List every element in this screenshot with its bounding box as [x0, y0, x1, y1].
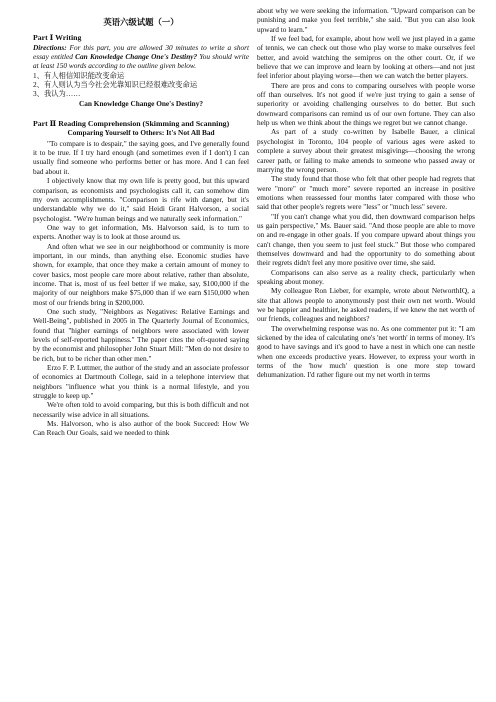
body-paragraph: We're often told to avoid comparing, but this is both difficult and not necessarily wise advice in all situations.	[33, 400, 249, 419]
body-paragraph: One such study, "Neighbors as Negatives: Relative Earnings and Well-Being", published in 2005 in The Quarterly Journal of Economics, found that "higher earnings of neighbors were associated with lower levels of self-reported happiness." The paper cites the oft-quoted saying by the economist and philosopher John Stuart Mill: "Men do not desire to be rich, but to be richer than other men."	[33, 306, 249, 363]
body-paragraph: The study found that those who felt that other people had regrets that were "more" or "much more" severe reported an increase in positive emotions when reassessed four months later compared with those who said that other people's regrets were "less" or "much less" severe.	[257, 174, 475, 212]
body-paragraph: "To compare is to despair," the saying goes, and I've generally found it to be true. If I try hard enough (and sometimes even if I don't) I can usually find someone who performs better or has more. And I can feel bad about it.	[33, 138, 249, 176]
part1-heading: Part Ⅰ Writing	[33, 33, 82, 43]
body-paragraph: If we feel bad, for example, about how well we just played in a game of tennis, we can check out those who play worse to make ourselves feel better, and avoid watching the semipros on the other court. Or, if we believe that we can improve and learn by looking at others—and not just feel inferior about playing worse—then we can watch the better players.	[257, 34, 475, 81]
body-paragraph: Erzo F. P. Luttmer, the author of the study and an associate professor of economics at Dartmouth College, said in a telephone interview that neighbors "influence what you think is a normal lifestyle, and you struggle to keep up."	[33, 363, 249, 401]
essay-title: Can Knowledge Change One's Destiny?	[78, 98, 204, 108]
outline-item: 1、有人相信知识能改变命运	[33, 70, 125, 80]
directions-essay-title: Can Knowledge Change One's Destiny?	[75, 52, 198, 62]
body-paragraph: One way to get information, Ms. Halvorson said, is to turn to experts. Another way is to look at those around us.	[33, 222, 249, 242]
body-paragraph: Comparisons can also serve as a reality check, particularly when speaking about money.	[257, 267, 475, 286]
essay-outline	[33, 71, 249, 99]
directions-text-a: For this part, you are allowed 30 minutes to write a short essay entitled	[33, 42, 249, 62]
body-paragraph: There are pros and cons to comparing ourselves with people worse off than ourselves. It's not good if we're just trying to gain a sense of superiority or avoiding challenging ourselves to do better. But such downward comparisons can remind us of our own fortune. They can also help us when we think about the things we regret but we cannot change.	[257, 80, 475, 128]
outline-item: 2、有人则认为当今社会光靠知识已经很难改变命运	[33, 80, 198, 90]
body-paragraph: about why we were seeking the information. "Upward comparison can be punishing and make you feel terrible," she said. "But you can also look upward to learn."	[257, 6, 475, 34]
left-column	[33, 18, 249, 438]
body-paragraph: My colleague Ron Lieber, for example, wrote about NetworthIQ, a site that allows people to anonymously post their own net worth. Would we be happier and healthier, he asked readers, if we knew the net worth of our friends, colleagues and neighbors?	[257, 286, 475, 324]
part2-heading: Part Ⅱ Reading Comprehension (Skimming and Scanning)	[33, 119, 230, 129]
body-paragraph: Ms. Halvorson, who is also author of the book Succeed: How We Can Reach Our Goals, said we needed to think	[33, 419, 249, 438]
directions-lead: Directions:	[33, 42, 67, 52]
body-paragraph: "If you can't change what you did, then downward comparison helps us gain perspective," Ms. Bauer said. "And those people are able to move on and re-engage in other goals. If you compare upward about things you can't change, then you seem to just feel stuck." But those who compared themselves downward and had the opportunity to do something about their regrets didn't feel any more positive over time, she said.	[257, 211, 475, 268]
body-paragraph: The overwhelming response was no. As one commenter put it: "I am sickened by the idea of calculating one's 'net worth' in terms of money. It's good to have savings and it's good to have a nest in which one can nestle when one exceeds productive years. However, to express your worth in terms of the 'how much' question is one more step toward dehumanization. I'd rather figure out my net worth in terms	[257, 323, 475, 380]
outline-item: 3、我认为……	[33, 89, 81, 99]
body-paragraph: I objectively know that my own life is pretty good, but this upward comparison, as economists and psychologists call it, can somehow dim my own accomplishments. "Comparison is rife with danger, but it's understandable why we do it," said Heidi Grant Halvorson, a social psychologist. "We're human beings and we naturally seek information."	[33, 176, 249, 223]
body-paragraph: And often what we see in our neighborhood or community is more important, in our minds, than anything else. Economic studies have shown, for example, that once they make a certain amount of money to cover basics, most people care more about relative, rather than absolute, income. That is, most of us feel better if we make, say, $100,000 if the majority of our neighbors make $75,000 than if we earn $150,000 when most of our friends bring in $200,000.	[33, 241, 249, 307]
passage-title: Comparing Yourself to Others: It's Not All Bad	[67, 128, 215, 138]
directions-text-b: You should write at least 150 words according to the outline given below.	[33, 52, 249, 71]
body-paragraph: As part of a study co-written by Isabelle Bauer, a clinical psychologist in Toronto, 104 people of various ages were asked to complete a survey about their greatest misgivings—choosing the wrong career path, or failing to make amends to someone who passed away or marrying the wrong person.	[257, 127, 475, 174]
part1-directions	[33, 43, 249, 71]
page-title: 英语六级试题（一）	[103, 18, 179, 27]
right-column	[257, 6, 475, 380]
